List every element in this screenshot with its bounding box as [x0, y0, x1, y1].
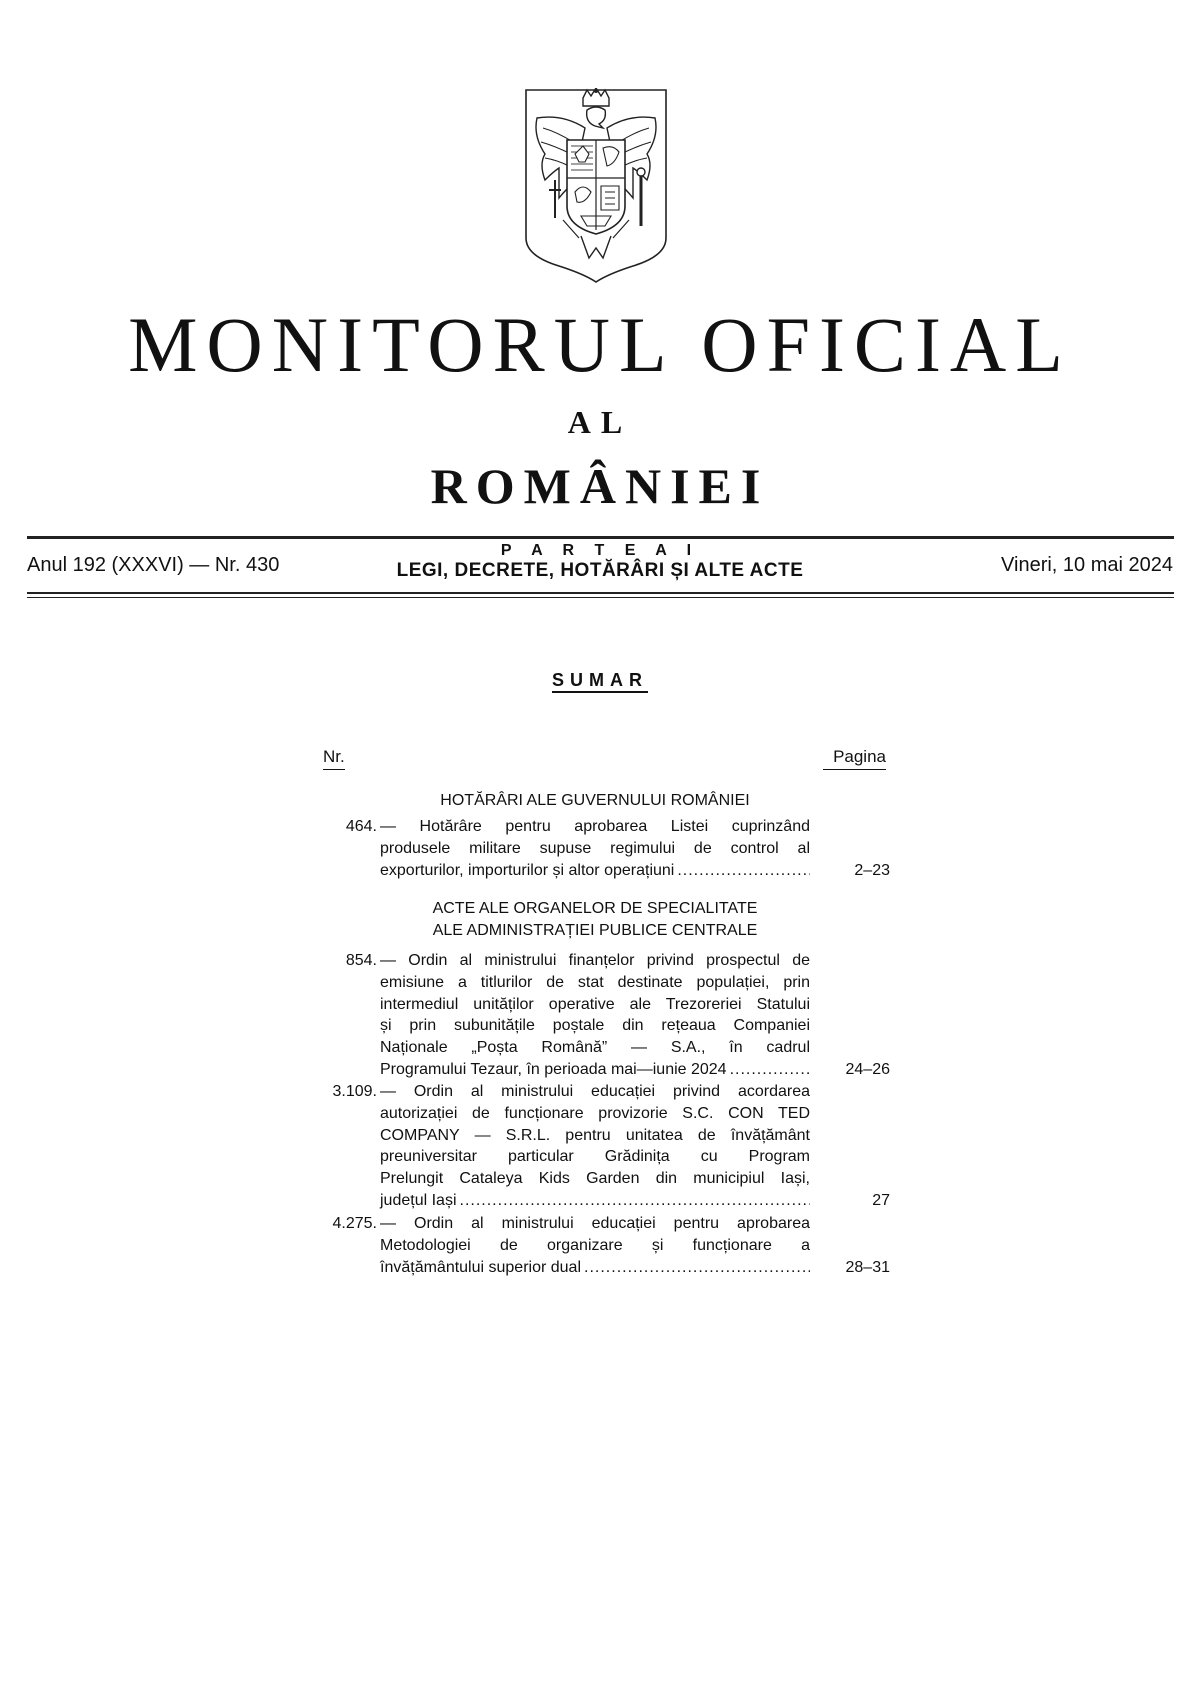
column-header-nr: Nr.	[323, 747, 345, 770]
summary-entry[interactable]	[300, 816, 890, 882]
section-heading-government: HOTĂRÂRI ALE GUVERNULUI ROMÂNIEI	[440, 792, 750, 809]
entry-page: 24–26	[845, 1061, 890, 1079]
entry-page: 28–31	[845, 1259, 890, 1277]
dot-leader	[677, 860, 810, 882]
entry-number: 4.275.	[332, 1215, 377, 1232]
summary-entry[interactable]	[300, 1213, 890, 1279]
publication-title: MONITORUL OFICIAL	[128, 301, 1072, 388]
summary-entry[interactable]	[300, 1081, 890, 1212]
issue-number: Anul 192 (XXXVI) — Nr. 430	[27, 554, 280, 576]
entry-text: — Ordin al ministrului finanțelor privind prospectul de emisiune a titlurilor de stat destinate populației, prin intermediul unităților operative ale Trezoreriei Statului și prin subunitățile poștale din rețeaua Companiei Naționale „Poșta Română” — S.A., în cadrul Programului Tezaur, în perioada mai—iunie 2024 .....	[380, 950, 810, 1081]
header-rule-bottom-1	[27, 592, 1174, 594]
publication-title-al: AL	[567, 404, 633, 440]
issue-date: Vineri, 10 mai 2024	[1001, 554, 1173, 576]
part-label: P A R T E A I	[500, 542, 700, 559]
entry-text: — Ordin al ministrului educației pentru aprobarea Metodologiei de organizare și funcționare a învățământului superior dual .....	[380, 1213, 810, 1278]
entry-page: 27	[872, 1192, 890, 1210]
part-subtitle: LEGI, DECRETE, HOTĂRÂRI ȘI ALTE ACTE	[396, 560, 804, 581]
entry-number: 854.	[345, 952, 377, 969]
section-heading-specialized-2: ALE ADMINISTRAȚIEI PUBLICE CENTRALE	[432, 922, 758, 939]
dot-leader	[460, 1190, 811, 1212]
coat-of-arms-icon	[523, 88, 669, 284]
entry-number: 464.	[345, 818, 377, 835]
column-header-page: Pagina	[823, 747, 886, 770]
summary-title: SUMAR	[0, 670, 1200, 691]
section-heading-specialized-1: ACTE ALE ORGANELOR DE SPECIALITATE	[432, 900, 758, 917]
publication-country: ROMÂNIEI	[430, 458, 770, 514]
header-rule-top	[27, 536, 1174, 539]
dot-leader	[730, 1059, 810, 1081]
entry-number: 3.109.	[332, 1083, 377, 1100]
dot-leader	[584, 1257, 810, 1279]
entry-text: — Hotărâre pentru aprobarea Listei cuprinzând produsele militare supuse regimului de control al exporturilor, importurilor și altor operațiuni .....	[380, 816, 810, 881]
summary-entry[interactable]	[300, 950, 890, 1081]
entry-page: 2–23	[854, 862, 890, 880]
header-rule-bottom-2	[27, 597, 1174, 598]
entry-text: — Ordin al ministrului educației privind acordarea autorizației de funcționare provizorie S.C. CON TED COMPANY — S.R.L. pentru unitatea de învățământ preuniversitar particular Grădinița cu Program Prelungit Cataleya Kids Garden din municipiul Iași, județul Iași .....	[380, 1081, 810, 1212]
